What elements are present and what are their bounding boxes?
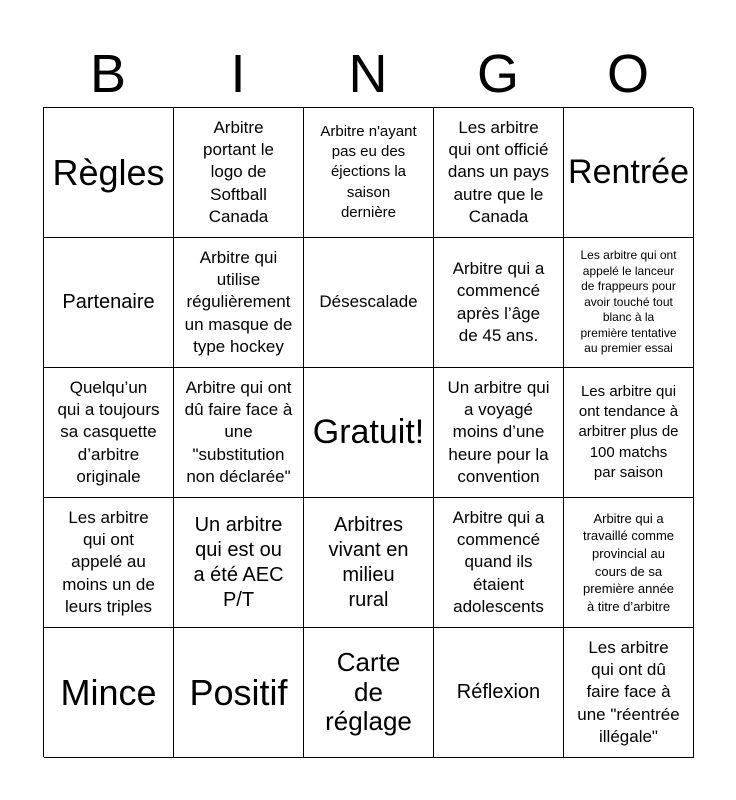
header-letter-g: G <box>476 44 519 104</box>
bingo-cell[interactable] <box>174 628 304 758</box>
bingo-cell[interactable] <box>44 498 174 628</box>
bingo-cell[interactable] <box>44 238 174 368</box>
cell-text: Les arbitre qui ont appelé le lanceur de frappeurs pour avoir touché tout blanc à la première tentative au premier essai <box>580 247 677 356</box>
bingo-cell[interactable] <box>44 108 174 238</box>
cell-text: Rentrée <box>568 152 689 191</box>
cell-text: Arbitre qui a travaillé comme provincial au cours de sa première année à titre d’arbitre <box>582 510 675 614</box>
cell-text: Désescalade <box>319 292 418 312</box>
bingo-cell[interactable] <box>564 368 694 498</box>
bingo-cell[interactable] <box>44 368 174 498</box>
bingo-cell[interactable] <box>304 628 434 758</box>
bingo-cell[interactable] <box>564 628 694 758</box>
bingo-cell[interactable] <box>304 498 434 628</box>
cell-text: Arbitre qui a commencé après l’âge de 45 ans. <box>452 259 545 345</box>
cell-text: Quelqu’un qui a toujours sa casquette d’arbitre originale <box>57 378 160 486</box>
cell-text: Règles <box>52 151 165 193</box>
bingo-cell[interactable] <box>304 238 434 368</box>
header-letter-o: O <box>606 44 649 104</box>
bingo-cell[interactable] <box>564 108 694 238</box>
bingo-cell[interactable] <box>564 498 694 628</box>
cell-text: Carte de réglage <box>325 646 412 737</box>
bingo-cell[interactable] <box>44 628 174 758</box>
bingo-cell[interactable] <box>434 368 564 498</box>
cell-text: Arbitre qui ont dû faire face à une "substitution non déclarée" <box>184 378 293 486</box>
cell-text: Un arbitre qui a voyagé moins d’une heure pour la convention <box>447 378 550 486</box>
cell-text: Arbitre qui a commencé quand ils étaient adolescents <box>452 508 545 616</box>
header-letter-n: N <box>348 44 388 104</box>
bingo-cell[interactable] <box>304 108 434 238</box>
bingo-header <box>43 40 693 108</box>
cell-text: Les arbitre qui ont dû faire face à une "réentrée illégale" <box>577 638 680 746</box>
bingo-cell[interactable] <box>564 238 694 368</box>
cell-text: Arbitre qui utilise régulièrement un masque de type hockey <box>184 248 293 356</box>
bingo-cell[interactable] <box>174 108 304 238</box>
cell-text: Un arbitre qui est ou a été AEC P/T <box>193 513 284 611</box>
bingo-cell[interactable] <box>434 628 564 758</box>
cell-text: Arbitre portant le logo de Softball Canada <box>203 118 274 226</box>
bingo-cell[interactable] <box>174 368 304 498</box>
free-space-cell[interactable] <box>304 368 434 498</box>
cell-text: Positif <box>189 671 288 713</box>
bingo-cell[interactable] <box>434 238 564 368</box>
cell-text: Mince <box>60 671 157 713</box>
cell-text: Arbitre n'ayant pas eu des éjections la saison dernière <box>320 122 417 221</box>
bingo-grid <box>43 107 693 757</box>
cell-text: Les arbitre qui ont officié dans un pays autre que le Canada <box>447 118 550 226</box>
bingo-cell[interactable] <box>434 108 564 238</box>
cell-text: Partenaire <box>62 291 155 313</box>
header-letter-b: B <box>89 44 127 104</box>
header-letter-i: I <box>230 44 246 104</box>
cell-text: Les arbitre qui ont tendance à arbitrer plus de 100 matchs par saison <box>578 382 679 481</box>
bingo-cell[interactable] <box>174 498 304 628</box>
bingo-cell[interactable] <box>174 238 304 368</box>
cell-text: Les arbitre qui ont appelé au moins un de leurs triples <box>62 508 155 616</box>
cell-text: Arbitres vivant en milieu rural <box>328 513 409 611</box>
cell-text: Gratuit! <box>312 412 425 451</box>
cell-text: Réflexion <box>456 681 541 703</box>
bingo-cell[interactable] <box>434 498 564 628</box>
